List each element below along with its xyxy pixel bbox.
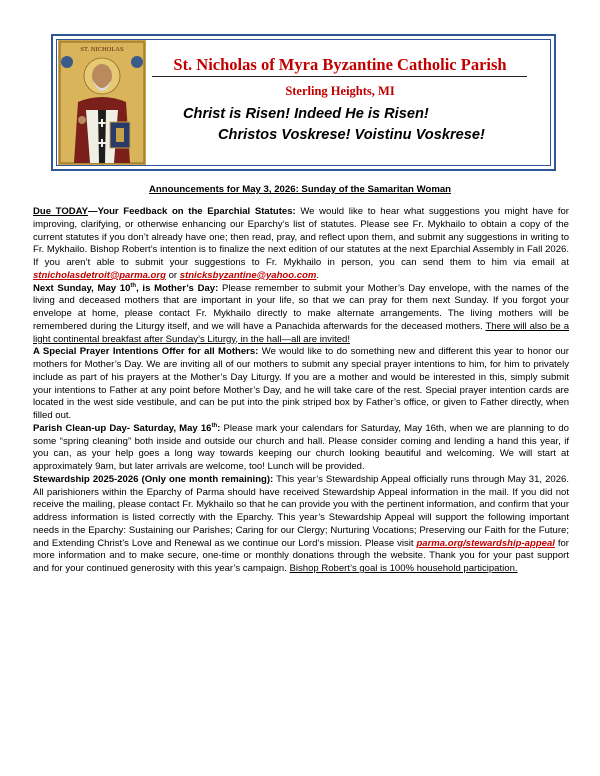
- mothers-day-heading-b: , is Mother’s Day:: [136, 282, 219, 294]
- email-link-yahoo[interactable]: stnicksbyzantine@yahoo.com: [179, 269, 317, 281]
- announcements-body: [33, 206, 569, 576]
- statutes-end: .: [316, 269, 320, 281]
- parish-city: Sterling Heights, MI: [285, 84, 395, 98]
- cleanup-heading-sup: th: [211, 422, 218, 429]
- breakfast-note: There will also be a light continental breakfast after Sunday’s Liturgy, in the hall—all are invited!: [33, 320, 569, 345]
- parish-name: St. Nicholas of Myra Byzantine Catholic Parish: [173, 55, 507, 74]
- cleanup-heading-b: :: [217, 422, 221, 434]
- statutes-or: or: [165, 269, 180, 281]
- announcements-title: Announcements for May 3, 2026: Sunday of the Samaritan Woman: [148, 184, 452, 195]
- mothers-day-text: Please remember to submit your Mother’s Day envelope, with the names of the living and deceased mothers that are important in your life, so that we can pray for them next Sunday. If you forgot your envelope at home, please contact Fr. Mykhailo directly to make alternate arrangements. The living mothers will be remembered during the Liturgy itself, and we will have a Panachida afterwards for the deceased mothers.: [33, 282, 569, 332]
- statutes-announcement: [33, 206, 569, 283]
- statutes-text: We would like to hear what suggestions you might have for improving, clarifying, or otherwise enhancing our Eparchy’s list of statutes. Please see Fr. Mykhailo to obtain a copy of the current statutes if you don’t already have one; then read, pray, and reflect upon them, and submit any suggestions in writing to Fr. Mykhailo. Bishop Robert’s intention is to finalize the next edition of our statutes at the next Eparchial Assembly in Fall 2026. If you aren’t able to submit your suggestions to Fr. Mykhailo in person, you can send them to him via email at: [33, 206, 569, 268]
- stewardship-text: This year’s Stewardship Appeal officially runs through May 31, 2026. All parishioners within the Eparchy of Parma should have received Stewardship Appeal information in the mail. If you did not receive the mailing, please contact Fr. Mykhailo so that he can provide you with the pertinent information, and confirm that your address information is listed correctly with the Eparchy. This year’s Stewardship Appeal will support the following important needs in the Eparchy: Sustaining our Parishes; Caring for our Clergy; Nurturing Vocations; Preserving our Faith for the Future; and Extending Christ’s Love and Renewal as we continue our Lord’s mission. Please visit: [33, 473, 569, 549]
- cleanup-heading-a: Parish Clean-up Day- Saturday, May 16: [33, 422, 212, 434]
- stewardship-heading: Stewardship 2025-2026 (Only one month remaining):: [33, 473, 274, 485]
- cleanup-text: Please mark your calendars for Saturday, May 16th, when we are planning to do some “spring cleaning” both inside and outside our church and hall. Please consider coming and lending a hand this year, if you can, as your help goes a long way towards keeping our church looking beautiful and welcoming. We will start at approximately 9am, but later arrivals are welcome, too! Lunch will be provided.: [33, 422, 569, 472]
- icon-label: ST. NICHOLAS: [80, 46, 124, 53]
- prayer-offer-heading: A Special Prayer Intentions Offer for all Mothers:: [33, 346, 259, 358]
- email-link-parma[interactable]: stnicholasdetroit@parma.org: [33, 269, 166, 281]
- saint-nicholas-icon: [58, 40, 146, 165]
- stewardship-text2: for more information and to make secure, one-time or monthly donations through the website. Thank you for your past support and for your continued generosity with this year’s campaign.: [33, 537, 569, 574]
- mothers-day-heading-sup: th: [130, 282, 137, 289]
- stewardship-goal: Bishop Robert’s goal is 100% household participation.: [289, 563, 518, 574]
- mothers-day-heading-a: Next Sunday, May 10: [33, 282, 131, 294]
- paschal-greeting-slavonic: Christos Voskrese! Voistinu Voskrese!: [218, 127, 485, 143]
- cleanup-announcement: [33, 423, 569, 474]
- stewardship-announcement: [33, 474, 569, 576]
- header-divider: [152, 76, 527, 77]
- prayer-offer-announcement: [33, 346, 569, 423]
- statutes-heading: Due TODAY: [33, 206, 89, 217]
- stewardship-link[interactable]: parma.org/stewardship-appeal: [416, 537, 555, 549]
- paschal-greeting-english: Christ is Risen! Indeed He is Risen!: [183, 106, 429, 122]
- statutes-heading-rest: —Your Feedback on the Eparchial Statutes:: [88, 206, 296, 217]
- prayer-offer-text: We would like to do something new and different this year to honor our mothers for Mother’s Day. We are inviting all of our mothers to submit any special prayer intentions to him, for him to privately include as part of his prayers at the Mother’s Day Liturgy. If you are a mother and would be interested in this, simply submit your intentions to Father at any point before Mother’s Day, and he will take care of the rest. Special prayer intention cards are located in the west side vestibule, and can be put into the pink striped box by Father’s office, or given to Father directly, when filled out.: [33, 346, 569, 421]
- mothers-day-announcement: [33, 283, 569, 347]
